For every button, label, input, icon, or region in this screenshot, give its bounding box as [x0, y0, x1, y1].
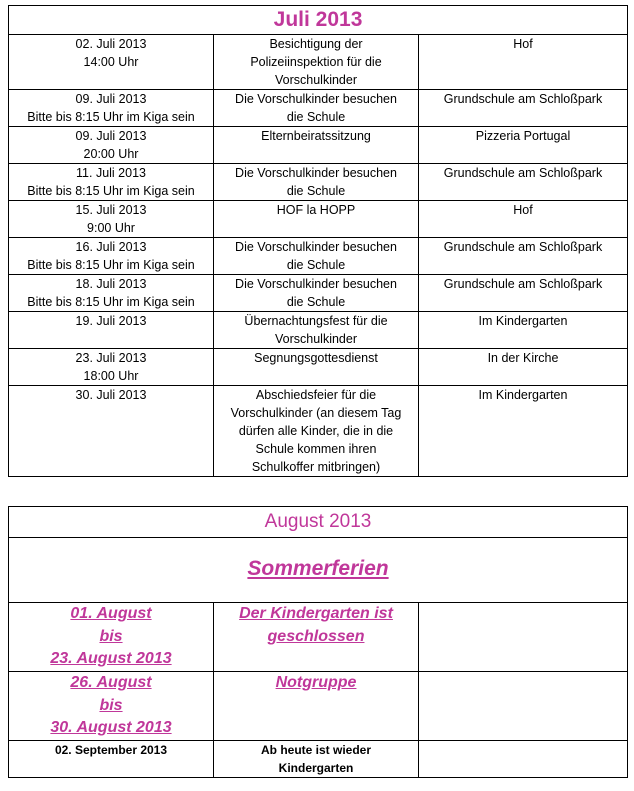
- date-cell-line: 19. Juli 2013: [75, 314, 147, 328]
- place-cell: [419, 312, 628, 349]
- date-cell-line: 18. Juli 2013: [75, 277, 147, 291]
- place-cell: [419, 349, 628, 386]
- place-cell: [419, 90, 628, 127]
- date-cell-line: 09. Juli 2013: [75, 129, 147, 143]
- event-cell: [214, 741, 419, 778]
- event-cell-line: geschlossen: [267, 627, 365, 645]
- date-cell: [9, 201, 214, 238]
- place-cell: [419, 127, 628, 164]
- date-cell: [9, 164, 214, 201]
- date-cell-line: 30. Juli 2013: [75, 388, 147, 402]
- date-cell-line: 23. August 2013: [50, 650, 172, 667]
- date-cell: [9, 312, 214, 349]
- event-cell: [214, 312, 419, 349]
- place-cell: [419, 35, 628, 90]
- place-cell: [419, 603, 628, 672]
- date-cell-line: 23. Juli 2013: [75, 351, 147, 365]
- date-cell-line: 20:00 Uhr: [83, 147, 139, 161]
- august-header-row: [9, 507, 628, 538]
- event-cell: [214, 127, 419, 164]
- date-cell-line: 09. Juli 2013: [75, 92, 147, 106]
- event-cell: [214, 672, 419, 741]
- holiday-row: [9, 538, 628, 603]
- place-cell-line: Grundschule am Schloßpark: [443, 277, 603, 291]
- juli-title: Juli 2013: [9, 6, 628, 35]
- juli-row: [9, 275, 628, 312]
- juli-row: [9, 349, 628, 386]
- august-title: August 2013: [9, 507, 628, 538]
- date-cell-line: 14:00 Uhr: [83, 55, 139, 69]
- august-row: [9, 672, 628, 741]
- event-cell: [214, 201, 419, 238]
- date-cell-line: 9:00 Uhr: [87, 221, 135, 235]
- event-cell: [214, 35, 419, 90]
- juli-row: [9, 201, 628, 238]
- date-cell: [9, 672, 214, 741]
- date-cell-line: Bitte bis 8:15 Uhr im Kiga sein: [27, 295, 195, 309]
- date-cell-line: Bitte bis 8:15 Uhr im Kiga sein: [27, 110, 195, 124]
- event-cell-line: Vorschulkinder: [275, 332, 357, 346]
- event-cell-line: Die Vorschulkinder besuchen: [235, 92, 397, 106]
- event-cell-line: Die Vorschulkinder besuchen: [235, 240, 397, 254]
- juli-table: [8, 5, 628, 477]
- date-cell-line: bis: [99, 627, 123, 645]
- date-cell-line: 02. September 2013: [54, 743, 168, 757]
- event-cell-line: Ab heute ist wieder: [260, 743, 372, 757]
- date-cell: [9, 386, 214, 477]
- place-cell-line: Im Kindergarten: [478, 314, 568, 328]
- event-cell-line: die Schule: [286, 258, 346, 272]
- juli-row: [9, 90, 628, 127]
- place-cell: [419, 672, 628, 741]
- date-cell: [9, 275, 214, 312]
- date-cell-line: 16. Juli 2013: [75, 240, 147, 254]
- event-cell-line: Übernachtungsfest für die: [244, 314, 388, 328]
- juli-row: [9, 312, 628, 349]
- date-cell: [9, 603, 214, 672]
- date-cell-line: 02. Juli 2013: [75, 37, 147, 51]
- date-cell-line: 26. August: [70, 674, 152, 691]
- date-cell-line: 11. Juli 2013: [76, 166, 146, 180]
- august-table: [8, 506, 628, 778]
- juli-row: [9, 238, 628, 275]
- date-cell-line: Bitte bis 8:15 Uhr im Kiga sein: [27, 258, 195, 272]
- event-cell-line: Elternbeiratssitzung: [261, 129, 371, 143]
- date-cell-line: 18:00 Uhr: [83, 369, 139, 383]
- event-cell: [214, 603, 419, 672]
- event-cell-line: Kindergarten: [278, 761, 354, 775]
- place-cell: [419, 238, 628, 275]
- event-cell-line: die Schule: [286, 295, 346, 309]
- event-cell-line: Abschiedsfeier für die: [255, 388, 377, 402]
- event-cell: [214, 386, 419, 477]
- place-cell-line: In der Kirche: [487, 351, 559, 365]
- date-cell-line: Bitte bis 8:15 Uhr im Kiga sein: [27, 184, 195, 198]
- date-cell: [9, 35, 214, 90]
- holiday-cell: [9, 538, 628, 603]
- event-cell-line: Besichtigung der: [269, 37, 363, 51]
- juli-row: [9, 164, 628, 201]
- event-cell-line: die Schule: [286, 184, 346, 198]
- place-cell-line: Im Kindergarten: [478, 388, 568, 402]
- holiday-title: Sommerferien: [247, 557, 389, 580]
- date-cell-line: bis: [99, 696, 123, 714]
- event-cell-line: HOF la HOPP: [276, 203, 356, 217]
- place-cell: [419, 275, 628, 312]
- event-cell-line: Vorschulkinder: [275, 73, 357, 87]
- date-cell: [9, 741, 214, 778]
- date-cell: [9, 238, 214, 275]
- event-cell-line: Polizeiinspektion für die: [250, 55, 382, 69]
- event-cell-line: Die Vorschulkinder besuchen: [235, 166, 397, 180]
- event-cell-line: Schule kommen ihren: [255, 442, 377, 456]
- august-final-row: [9, 741, 628, 778]
- event-cell-line: Notgruppe: [275, 674, 357, 691]
- event-cell-line: Segnungsgottesdienst: [254, 351, 378, 365]
- date-cell: [9, 349, 214, 386]
- event-cell-line: Die Vorschulkinder besuchen: [235, 277, 397, 291]
- event-cell-line: die Schule: [286, 110, 346, 124]
- place-cell: [419, 164, 628, 201]
- event-cell-line: Vorschulkinder (an diesem Tag: [230, 406, 402, 420]
- event-cell: [214, 349, 419, 386]
- juli-row: [9, 127, 628, 164]
- place-cell-line: Hof: [513, 37, 533, 51]
- juli-header-row: [9, 6, 628, 35]
- place-cell-line: Hof: [513, 203, 533, 217]
- juli-row: [9, 35, 628, 90]
- place-cell-line: Grundschule am Schloßpark: [443, 240, 603, 254]
- event-cell: [214, 164, 419, 201]
- place-cell-line: Grundschule am Schloßpark: [443, 92, 603, 106]
- place-cell-line: Grundschule am Schloßpark: [443, 166, 603, 180]
- date-cell-line: 15. Juli 2013: [75, 203, 147, 217]
- place-cell: [419, 386, 628, 477]
- date-cell: [9, 127, 214, 164]
- event-cell-line: Der Kindergarten ist: [239, 605, 393, 622]
- place-cell-line: Pizzeria Portugal: [475, 129, 571, 143]
- event-cell-line: Schulkoffer mitbringen): [251, 460, 381, 474]
- place-cell: [419, 741, 628, 778]
- juli-row: [9, 386, 628, 477]
- date-cell-line: 01. August: [70, 605, 152, 622]
- event-cell: [214, 90, 419, 127]
- event-cell-line: dürfen alle Kinder, die in die: [238, 424, 394, 438]
- date-cell: [9, 90, 214, 127]
- august-row: [9, 603, 628, 672]
- date-cell-line: 30. August 2013: [50, 719, 172, 736]
- event-cell: [214, 275, 419, 312]
- event-cell: [214, 238, 419, 275]
- place-cell: [419, 201, 628, 238]
